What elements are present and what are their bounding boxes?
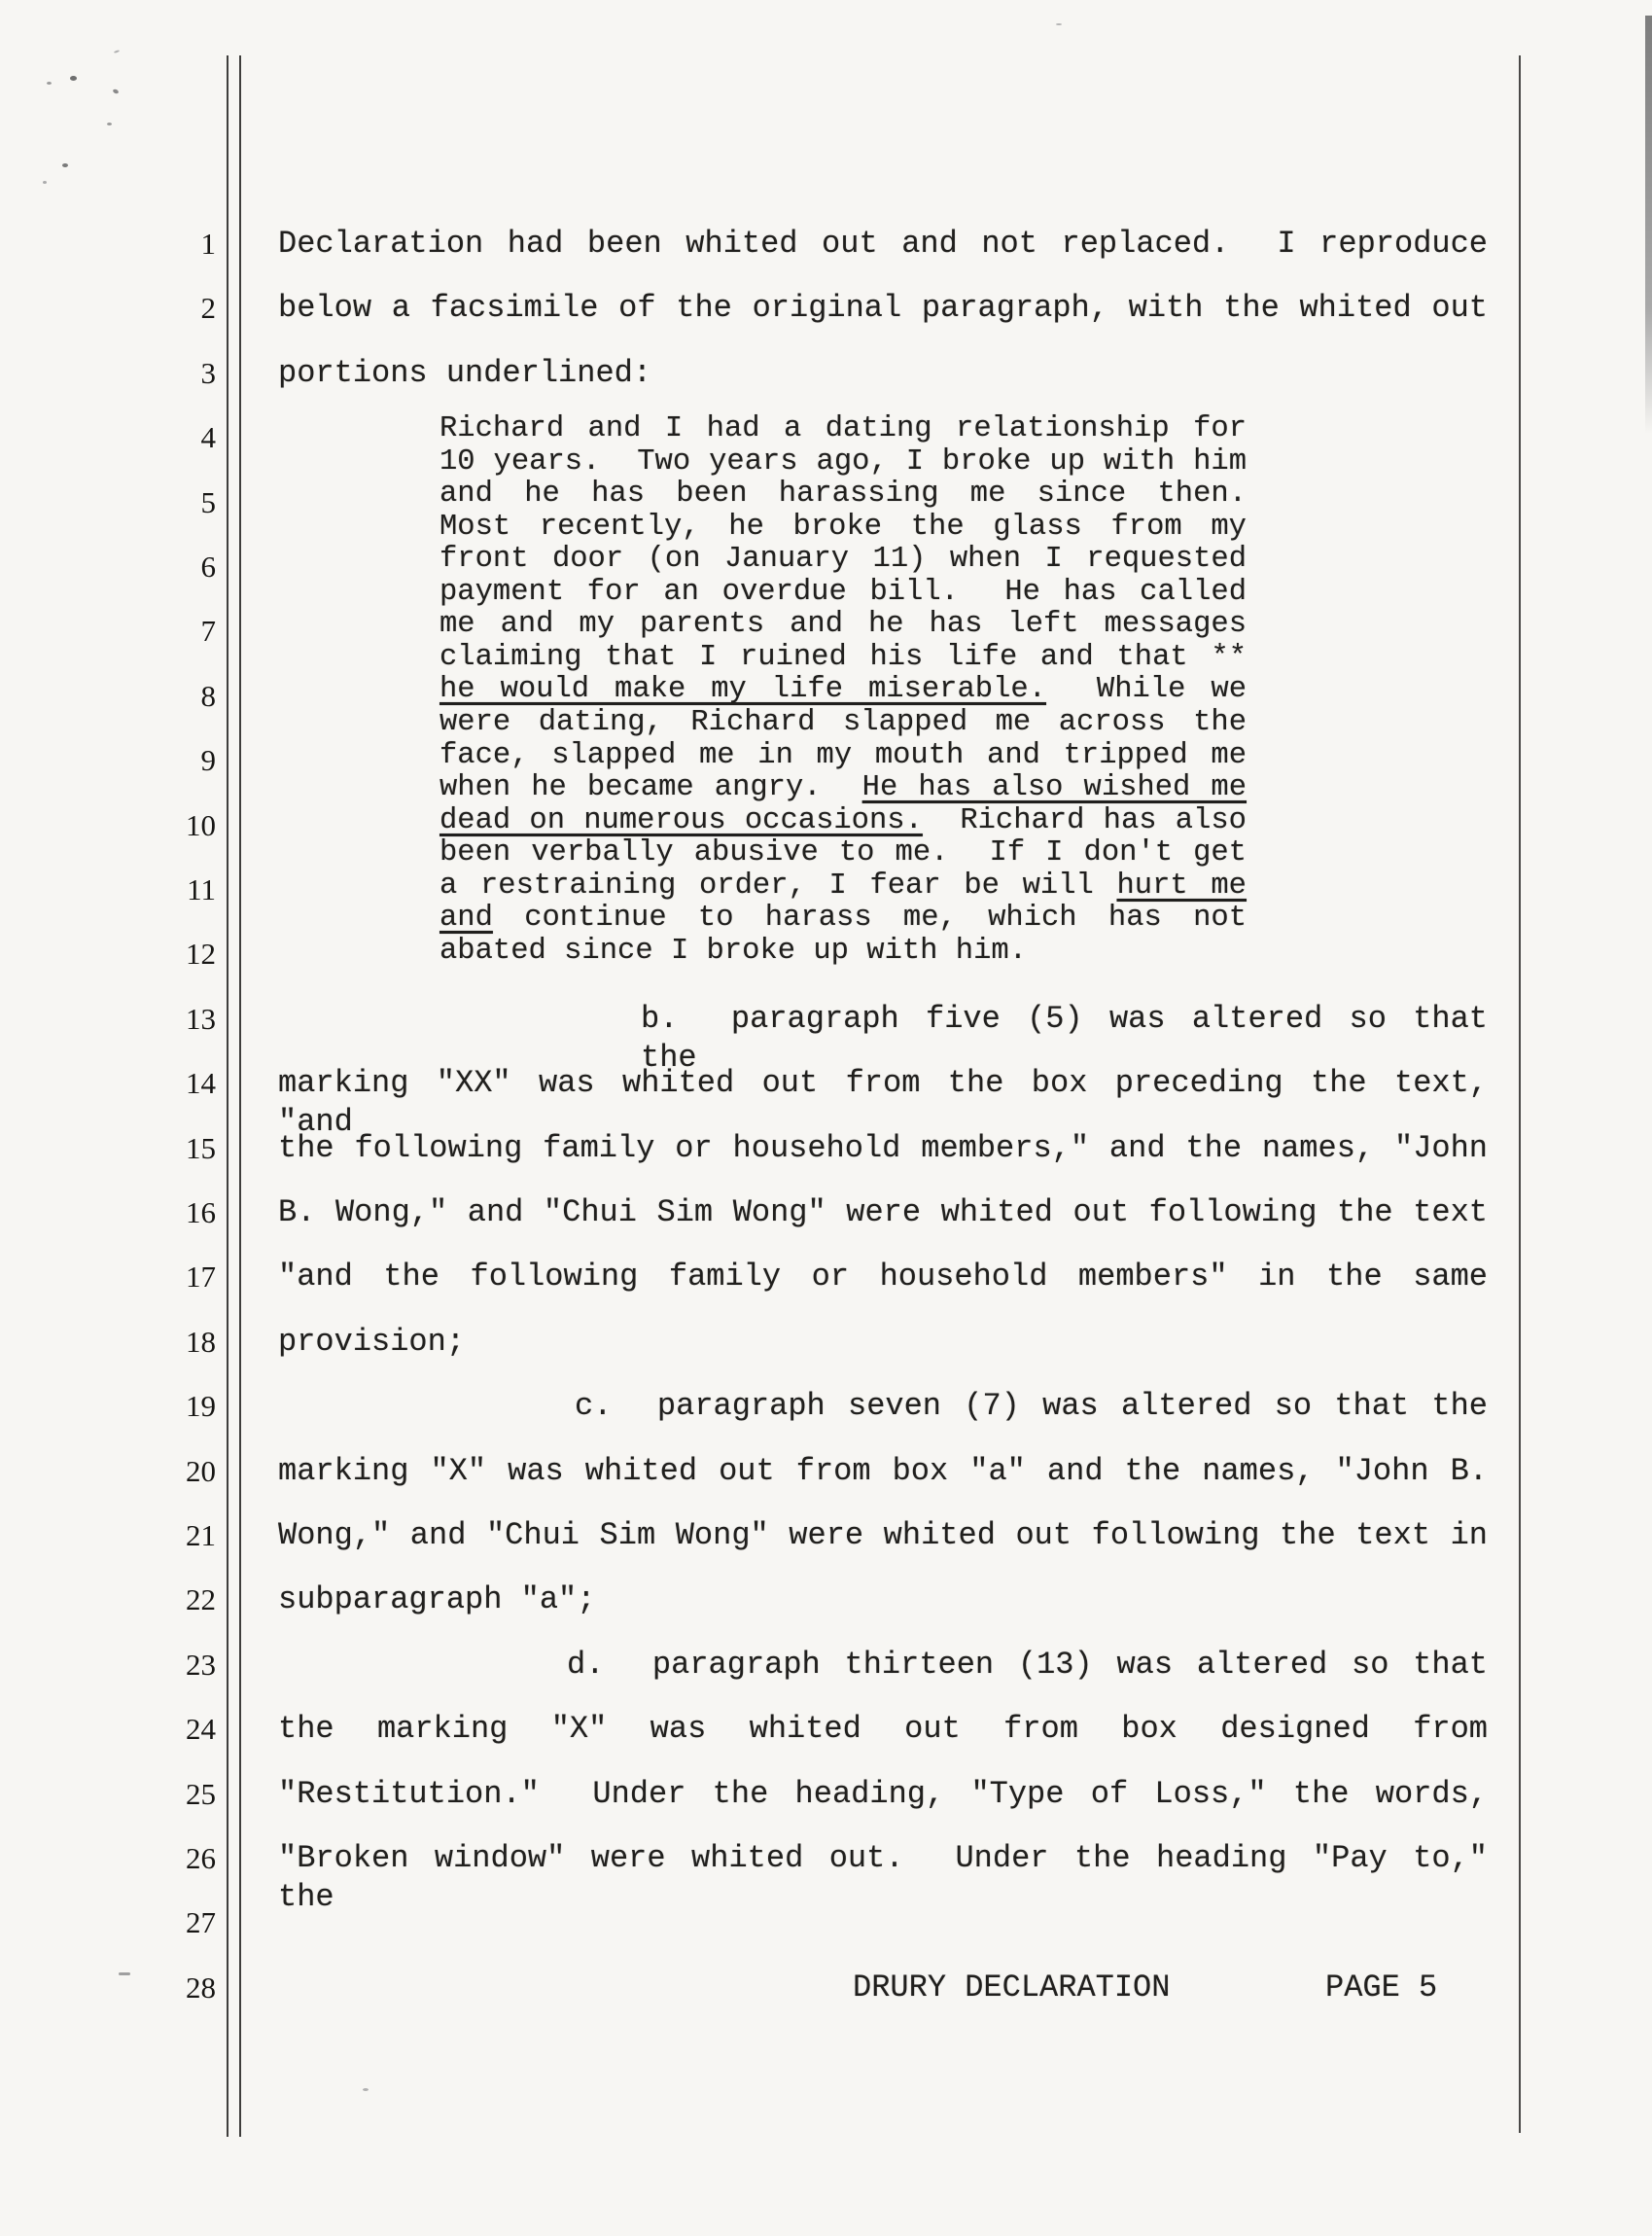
text-segment: me and my parents and he has left messages bbox=[439, 608, 1247, 642]
body-text-line bbox=[278, 1193, 1488, 1232]
body-text-line bbox=[278, 1452, 1488, 1491]
line-number: 11 bbox=[187, 872, 216, 906]
quote-text-line bbox=[439, 935, 1247, 968]
scan-speck bbox=[47, 82, 52, 85]
line-number: 18 bbox=[186, 1324, 216, 1359]
text-segment: the following family or household members," and the names, "John bbox=[278, 1129, 1488, 1166]
line-number: 24 bbox=[186, 1712, 216, 1747]
text-segment: provision; bbox=[278, 1323, 466, 1360]
text-segment: when he became angry. bbox=[439, 771, 862, 805]
text-segment: d. paragraph thirteen (13) was altered so that bbox=[567, 1646, 1488, 1683]
quote-text-line bbox=[439, 870, 1247, 903]
line-number: 6 bbox=[200, 550, 216, 584]
line-number: 1 bbox=[200, 227, 216, 261]
scan-speck bbox=[107, 123, 112, 125]
line-number: 23 bbox=[186, 1647, 216, 1682]
line-number: 9 bbox=[200, 743, 216, 778]
text-segment: claiming that I ruined his life and that ** bbox=[439, 640, 1247, 674]
text-segment: marking "X" was whited out from box "a" and the names, "John B. bbox=[278, 1452, 1488, 1489]
line-number: 20 bbox=[186, 1453, 216, 1488]
body-text-line bbox=[278, 1129, 1488, 1168]
body-text-line bbox=[278, 1516, 1488, 1555]
text-segment: abated since I broke up with him. bbox=[439, 934, 1027, 968]
line-number: 3 bbox=[200, 355, 216, 390]
line-number: 8 bbox=[200, 678, 216, 713]
pleading-rule-left-inner bbox=[239, 55, 241, 2137]
quote-text-line bbox=[439, 511, 1247, 544]
text-segment: Most recently, he broke the glass from my bbox=[439, 510, 1247, 544]
text-segment: Richard and I had a dating relationship for bbox=[439, 412, 1247, 445]
body-text-line bbox=[278, 354, 1488, 393]
text-segment: c. paragraph seven (7) was altered so that the bbox=[575, 1388, 1488, 1425]
body-text-line bbox=[278, 1323, 1488, 1362]
quote-text-line bbox=[439, 739, 1247, 772]
text-segment: B. Wong," and "Chui Sim Wong" were whited out following the text bbox=[278, 1194, 1488, 1230]
line-number: 2 bbox=[200, 291, 216, 326]
pleading-rule-left-outer bbox=[227, 55, 228, 2137]
quote-text-line bbox=[439, 445, 1247, 479]
pleading-rule-right bbox=[1519, 55, 1521, 2133]
text-segment: continue to harass me, which has not bbox=[492, 902, 1247, 936]
line-number: 25 bbox=[186, 1776, 216, 1811]
line-number: 16 bbox=[186, 1195, 216, 1229]
quote-text-line bbox=[439, 902, 1247, 935]
text-segment: portions underlined: bbox=[278, 354, 652, 391]
text-segment: subparagraph "a"; bbox=[278, 1581, 596, 1618]
line-number: 4 bbox=[200, 420, 216, 455]
quote-text-line bbox=[439, 771, 1247, 804]
line-number: 15 bbox=[186, 1130, 216, 1165]
scan-speck bbox=[62, 163, 68, 167]
underlined-text-segment: he would make my life miserable. bbox=[439, 673, 1046, 707]
line-number: 21 bbox=[186, 1518, 216, 1552]
text-segment: below a facsimile of the original paragraph, with the whited out bbox=[278, 290, 1488, 327]
underlined-text-segment: dead on numerous occasions. bbox=[439, 803, 923, 837]
text-segment: b. paragraph five (5) was altered so that the bbox=[641, 1000, 1488, 1076]
underlined-text-segment: hurt me bbox=[1116, 869, 1247, 903]
text-segment: While we bbox=[1046, 673, 1248, 707]
scan-speck bbox=[70, 76, 77, 81]
underlined-text-segment: He has also wished me bbox=[861, 771, 1247, 805]
text-segment: the marking "X" was whited out from box designed from bbox=[278, 1711, 1488, 1748]
quote-text-line bbox=[439, 608, 1247, 641]
text-segment: "and the following family or household members" in the same bbox=[278, 1259, 1488, 1295]
line-number: 7 bbox=[200, 614, 216, 649]
quote-text-line bbox=[439, 576, 1247, 609]
body-text-line bbox=[278, 1580, 1488, 1619]
quote-text-line bbox=[439, 804, 1247, 837]
scan-speck bbox=[1056, 23, 1062, 25]
line-number: 26 bbox=[186, 1841, 216, 1875]
quote-text-line bbox=[439, 836, 1247, 870]
text-segment: marking "XX" was whited out from the box preceding the text, "and bbox=[278, 1065, 1488, 1141]
scan-edge-artifact bbox=[1645, 16, 1652, 434]
text-segment: and he has been harassing me since then. bbox=[439, 478, 1247, 512]
line-number: 22 bbox=[186, 1582, 216, 1617]
quote-text-line bbox=[439, 543, 1247, 576]
text-segment: a restraining order, I fear be will bbox=[439, 869, 1117, 903]
body-text-line bbox=[278, 1839, 1488, 1917]
line-number: 28 bbox=[186, 1970, 216, 2005]
body-text-line bbox=[278, 225, 1488, 264]
line-number: 17 bbox=[186, 1260, 216, 1295]
footer-document-title: DRURY DECLARATION bbox=[853, 1970, 1171, 2005]
quote-text-line bbox=[439, 673, 1247, 706]
scan-speck bbox=[114, 50, 120, 53]
body-text-line bbox=[278, 1258, 1488, 1296]
text-segment: face, slapped me in my mouth and tripped me bbox=[439, 738, 1247, 772]
text-segment: "Restitution." Under the heading, "Type of Loss," the words, bbox=[278, 1775, 1488, 1812]
footer-page-number: PAGE 5 bbox=[1325, 1970, 1438, 2005]
body-text-line bbox=[278, 1710, 1488, 1749]
text-segment: Declaration had been whited out and not replaced. I reproduce bbox=[278, 226, 1488, 262]
scan-speck bbox=[43, 181, 47, 184]
text-segment: Richard has also bbox=[922, 803, 1247, 837]
body-text-line bbox=[278, 1387, 1488, 1426]
underlined-text-segment: and bbox=[439, 902, 493, 936]
line-number: 13 bbox=[186, 1001, 216, 1036]
text-segment: "Broken window" were whited out. Under the heading "Pay to," the bbox=[278, 1840, 1488, 1915]
line-number: 19 bbox=[186, 1389, 216, 1424]
text-segment: Wong," and "Chui Sim Wong" were whited out following the text in bbox=[278, 1517, 1488, 1553]
line-number: 5 bbox=[200, 484, 216, 519]
line-number: 14 bbox=[186, 1066, 216, 1101]
quote-text-line bbox=[439, 706, 1247, 739]
quote-text-line bbox=[439, 478, 1247, 511]
body-text-line bbox=[278, 289, 1488, 328]
quote-text-line bbox=[439, 641, 1247, 674]
text-segment: 10 years. Two years ago, I broke up with him bbox=[439, 444, 1247, 479]
scan-speck bbox=[119, 1972, 130, 1975]
text-segment: been verbally abusive to me. If I don't get bbox=[439, 836, 1247, 870]
quote-text-line bbox=[439, 412, 1247, 445]
line-number: 27 bbox=[186, 1905, 216, 1940]
scan-speck bbox=[363, 2088, 369, 2091]
line-number: 12 bbox=[186, 937, 216, 972]
scan-speck bbox=[112, 89, 119, 94]
text-segment: front door (on January 11) when I requested bbox=[439, 543, 1247, 577]
body-text-line bbox=[278, 1775, 1488, 1814]
text-segment: payment for an overdue bill. He has called bbox=[439, 575, 1247, 609]
body-text-line bbox=[278, 1646, 1488, 1685]
line-number: 10 bbox=[186, 807, 216, 842]
text-segment: were dating, Richard slapped me across the bbox=[439, 705, 1247, 739]
